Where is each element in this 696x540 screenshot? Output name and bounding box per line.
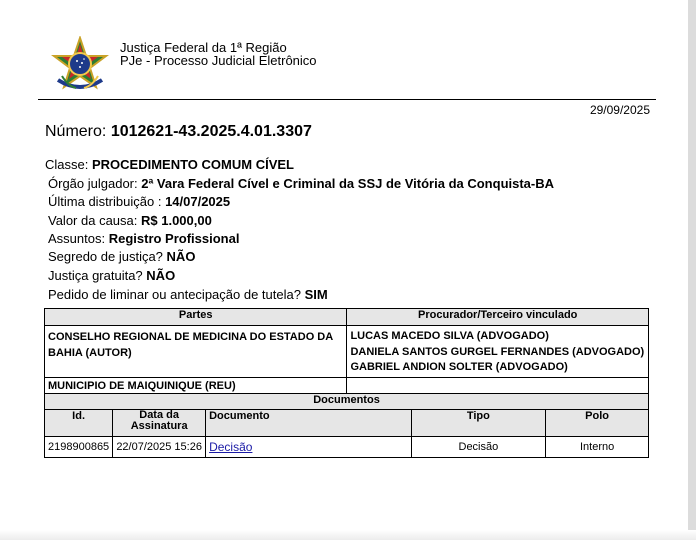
- table-row: [45, 437, 649, 458]
- col-data-header: [113, 410, 206, 437]
- report-date: 29/09/2025: [589, 103, 650, 117]
- detail-liminar: [48, 287, 328, 302]
- detail-classe: [45, 157, 294, 172]
- reu-cell: MUNICIPIO DE MAIQUINIQUE (REU): [45, 377, 347, 394]
- brazil-coat-of-arms-icon: [50, 36, 110, 96]
- doc-link[interactable]: Decisão: [209, 440, 253, 454]
- procurador-item: LUCAS MACEDO SILVA (ADVOGADO): [350, 330, 549, 342]
- detail-gratuita: [48, 268, 175, 283]
- detail-value: NÃO: [146, 268, 176, 283]
- detail-value: Registro Profissional: [108, 231, 240, 246]
- documentos-title: Documentos: [45, 394, 649, 410]
- partes-header: Partes: [45, 309, 347, 326]
- col-tipo-header: Tipo: [411, 410, 546, 437]
- col-documento-header: Documento: [206, 410, 411, 437]
- col-id-header: Id.: [45, 410, 113, 437]
- detail-orgao: [48, 176, 554, 191]
- procurador-header: Procurador/Terceiro vinculado: [347, 309, 649, 326]
- detail-value: SIM: [304, 287, 328, 302]
- detail-segredo: [48, 249, 195, 264]
- procurador-item: DANIELA SANTOS GURGEL FERNANDES (ADVOGADO): [350, 345, 645, 358]
- header-divider: [38, 99, 656, 100]
- col-data-header-line: Data da: [139, 409, 179, 421]
- detail-label: Assuntos:: [48, 231, 106, 246]
- detail-assuntos: [48, 231, 239, 246]
- documentos-table: [44, 393, 649, 458]
- detail-label: Valor da causa:: [48, 213, 138, 228]
- detail-distribuicao: [48, 194, 230, 209]
- detail-value: 14/07/2025: [165, 194, 231, 209]
- partes-table: [44, 308, 649, 395]
- process-number-value: 1012621-43.2025.4.01.3307: [110, 123, 312, 140]
- autor-cell: [45, 326, 347, 378]
- page-bottom-edge: [0, 530, 696, 540]
- doc-polo: Interno: [546, 437, 649, 458]
- detail-label: Segredo de justiça?: [48, 249, 163, 264]
- detail-value: PROCEDIMENTO COMUM CÍVEL: [91, 157, 294, 172]
- reu-procurador-cell: [347, 377, 649, 394]
- court-name: Justiça Federal da 1ª Região: [120, 40, 287, 55]
- detail-label: Órgão julgador:: [48, 176, 138, 191]
- system-name: PJe - Processo Judicial Eletrônico: [120, 53, 317, 68]
- page-right-edge: [688, 0, 696, 540]
- detail-label: Classe:: [45, 157, 89, 172]
- doc-data: 22/07/2025 15:26: [113, 437, 206, 458]
- procurador-cell: [347, 326, 649, 378]
- process-number-label: Número:: [45, 123, 107, 140]
- detail-label: Pedido de liminar ou antecipação de tutela?: [48, 287, 301, 302]
- detail-valor: [48, 213, 212, 228]
- detail-label: Justiça gratuita?: [48, 268, 143, 283]
- detail-value: 2ª Vara Federal Cível e Criminal da SSJ de Vitória da Conquista-BA: [141, 176, 555, 191]
- doc-tipo: Decisão: [411, 437, 546, 458]
- col-data-header-line: Assinatura: [130, 420, 188, 432]
- doc-documento-cell: [206, 437, 411, 458]
- process-number: [45, 123, 312, 141]
- doc-id: 2198900865: [45, 437, 113, 458]
- procurador-item: GABRIEL ANDION SOLTER (ADVOGADO): [350, 361, 568, 373]
- col-polo-header: Polo: [546, 410, 649, 437]
- autor-line: BAHIA (AUTOR): [48, 347, 132, 359]
- detail-label: Última distribuição :: [48, 194, 162, 209]
- detail-value: R$ 1.000,00: [141, 213, 212, 228]
- detail-value: NÃO: [166, 249, 196, 264]
- autor-line: CONSELHO REGIONAL DE MEDICINA DO ESTADO DA: [48, 331, 334, 343]
